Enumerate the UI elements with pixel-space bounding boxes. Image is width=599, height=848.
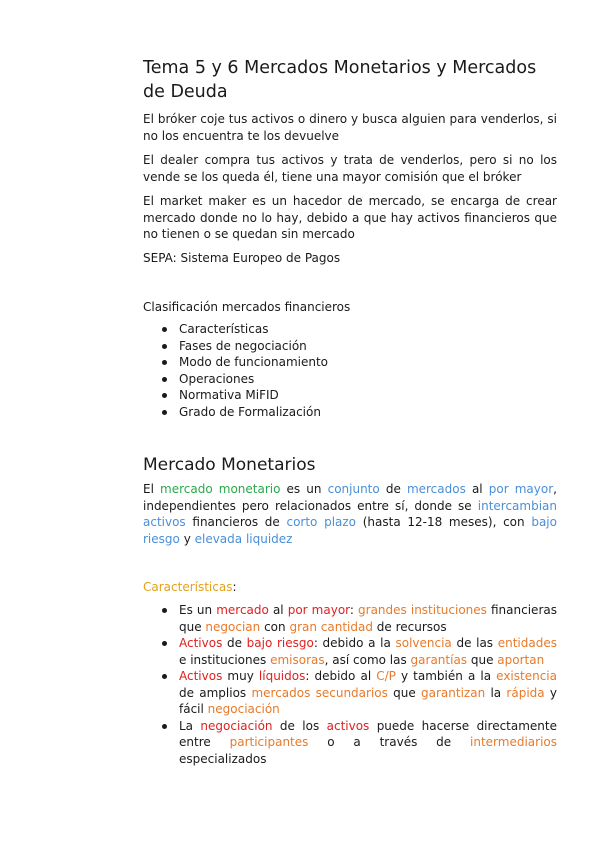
text-run: puede hacerse directamente entre <box>179 718 557 749</box>
highlight-orange: entidades <box>497 636 557 650</box>
text-run: la <box>485 685 507 700</box>
highlight-green: mercado monetario <box>160 482 281 496</box>
text-run: muy <box>222 669 259 683</box>
paragraph-market-maker: El market maker es un hacedor de mercado, se encarga de crear mercado donde no lo hay, debido a que hay activos financieros que no tienen o se quedan sin mercado <box>143 194 557 241</box>
highlight-orange: garantías <box>410 652 468 667</box>
list-item: Modo de funcionamiento <box>143 354 557 371</box>
text-run: La <box>179 718 201 733</box>
highlight-orange: gran cantidad <box>289 619 373 634</box>
highlight-orange: negocian <box>205 619 261 634</box>
text-run: El <box>143 482 161 496</box>
highlight-yellow: Características <box>143 580 233 594</box>
highlight-orange: rápida <box>506 685 545 700</box>
paragraph-sepa: SEPA: Sistema Europeo de Pagos <box>143 251 341 265</box>
highlight-red: bajo riesgo <box>246 636 314 650</box>
paragraph-dealer: El dealer compra tus activos y trata de venderlos, pero si no los vende se los queda él, tiene una mayor comisión que el bróker <box>143 153 557 184</box>
highlight-red: por mayor <box>287 603 350 617</box>
text-run: y también a la <box>395 669 497 683</box>
text-run: que <box>467 652 498 667</box>
highlight-orange: negociación <box>207 702 280 716</box>
list-item: Operaciones <box>143 371 557 388</box>
highlight-blue: elevada liquidez <box>194 531 293 546</box>
highlight-orange: participantes <box>229 735 309 749</box>
highlight-orange: intermediarios <box>470 735 558 749</box>
list-item: Normativa MiFID <box>143 387 557 404</box>
text-run: (hasta 12-18 meses), con <box>356 515 532 529</box>
text-run: es un <box>280 482 328 496</box>
list-item <box>143 668 557 718</box>
highlight-red: líquidos <box>258 669 306 683</box>
highlight-blue: bajo riesgo <box>143 515 557 546</box>
highlight-orange: solvencia <box>395 636 452 650</box>
paragraph-clasificacion: Clasificación mercados financieros <box>143 300 351 314</box>
text-run: de los <box>272 718 327 733</box>
text-run: : <box>232 580 237 594</box>
highlight-blue: mercados <box>406 482 466 496</box>
text-run: y <box>179 531 195 546</box>
text-run: Es un <box>179 603 217 617</box>
text-run: : debido al <box>305 669 377 683</box>
highlight-orange: C/P <box>376 669 396 683</box>
highlight-red: mercado <box>216 603 269 617</box>
highlight-blue: conjunto <box>327 482 380 496</box>
list-item: Características <box>143 321 557 338</box>
list-item: Grado de Formalización <box>143 404 557 421</box>
caracteristicas-list <box>143 602 557 767</box>
highlight-blue: corto plazo <box>286 515 357 529</box>
caracteristicas-heading <box>143 579 557 596</box>
highlight-orange: existencia <box>496 669 557 683</box>
text-run: financieras que <box>179 603 557 634</box>
highlight-red: activos <box>326 718 370 733</box>
highlight-orange: garantizan <box>421 685 486 700</box>
text-run: de recursos <box>372 619 447 634</box>
highlight-orange: aportan <box>497 652 545 667</box>
text-run: con <box>260 619 290 634</box>
section-title: Mercado Monetarios <box>143 455 316 475</box>
text-run: financieros de <box>185 515 287 529</box>
text-run: , así como las <box>324 652 411 667</box>
text-run: de <box>222 636 247 650</box>
text-run: , independientes pero relacionados entre sí, donde se <box>143 482 557 513</box>
text-run: : debido a la <box>313 636 396 650</box>
list-item: Fases de negociación <box>143 338 557 355</box>
text-run: o a través de <box>308 735 471 749</box>
text-run: de las <box>451 636 498 650</box>
list-item <box>143 718 557 768</box>
text-run: al <box>268 603 288 617</box>
text-run: de <box>379 482 407 496</box>
definition-paragraph <box>143 481 557 547</box>
highlight-red: negociación <box>200 718 273 733</box>
text-run: y fácil <box>179 685 558 716</box>
highlight-orange: emisoras <box>270 652 325 667</box>
clasificacion-list <box>143 321 557 420</box>
text-run: al <box>465 482 489 496</box>
text-run: e instituciones <box>179 652 271 667</box>
list-item <box>143 635 557 668</box>
text-run: : <box>349 603 359 617</box>
list-item <box>143 602 557 635</box>
paragraph-broker: El bróker coje tus activos o dinero y busca alguien para venderlos, si no los encuentra te los devuelve <box>143 112 557 143</box>
text-run: de amplios <box>179 685 252 700</box>
text-run: que <box>387 685 422 700</box>
highlight-orange: mercados secundarios <box>251 685 388 700</box>
highlight-blue: intercambian activos <box>143 498 557 529</box>
highlight-blue: por mayor <box>488 482 554 496</box>
text-run: especializados <box>179 751 267 766</box>
highlight-red: Activos <box>179 669 223 683</box>
highlight-red: Activos <box>179 636 223 650</box>
highlight-orange: grandes instituciones <box>358 603 487 617</box>
page-title: Tema 5 y 6 Mercados Monetarios y Mercados de Deuda <box>143 58 537 102</box>
